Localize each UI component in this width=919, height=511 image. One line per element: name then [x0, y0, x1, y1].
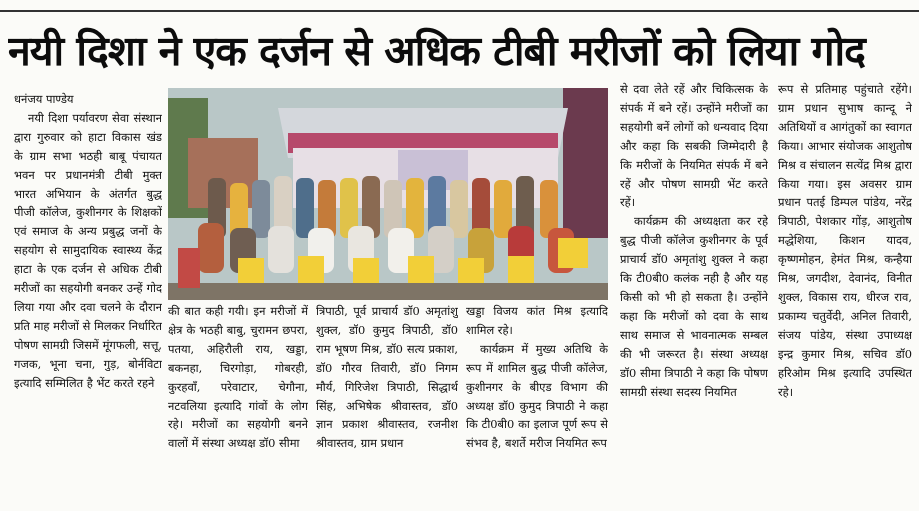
column-3	[316, 302, 458, 506]
column-4	[466, 302, 608, 506]
paragraph-supporters-end: खड्डा विजय कांत मिश्र इत्यादि शामिल रहे।	[466, 304, 608, 337]
top-rule	[0, 10, 919, 12]
paragraph-medication: से दवा लेते रहें और चिकित्सक के संपर्क में बने रहें। उन्होंने मरीजों का सहयोगी बनें लोगों को धन्यवाद दिया और कहा कि सबकी जिम्मेदारी है कि मरीजों के नियमित संपर्क में बने रहें और पोषण सामग्री भेंट करते रहें।	[620, 82, 768, 210]
event-photo	[168, 88, 608, 300]
paragraph-attendees: रूप से प्रतिमाह पहुंचाते रहेंगे। ग्राम प्रधान सुभाष कान्दू ने अतिथियों व आगंतुकों का स्वागत किया। आभार संयोजक आशुतोष मिश्र व संचालन सत्येंद्र मिश्र द्वारा किया गया। इस अवसर ग्राम प्रधान पतई डिम्पल पांडेय, नरेंद्र त्रिपाठी, पेशकार गोंड़, आशुतोष मद्धेशिया, किशन यादव, कृष्णमोहन, हेमंत मिश्र, कन्हैया मिश्र, जगदीश, देवानंद, विनीत शुक्ल, विकास राय, धीरज राव, प्रकाम्य चतुर्वेदी, अनिल तिवारी, संजय पांडेय, संस्था उपाध्यक्ष इन्द्र कुमार मिश्र, सचिव डॉ0 हरिओम मिश्र इत्यादि उपस्थित रहे।	[778, 82, 912, 399]
paragraph-president: कार्यक्रम की अध्यक्षता कर रहे बुद्ध पीजी कॉलेज कुशीनगर के पूर्व प्राचार्य डॉ0 अमृतांशु शुक्ल ने कहा कि टी0बी0 कलंक नही है और यह किसी को भी हो सकता है। उन्होंने कहा कि मरीजों को दवा के साथ साथ समाज से भावनात्मक सम्बल की भी जरूरत है। संस्था अध्यक्ष डॉ0 सीमा त्रिपाठी ने कहा कि पोषण सामग्री संस्था सदस्य नियमित	[620, 214, 768, 399]
paragraph-intro: नयी दिशा पर्यावरण सेवा संस्थान द्वारा गुरुवार को हाटा विकास खंड के ग्राम सभा भठही बाबू पंचायत भवन पर प्रधानमंत्री टीबी मुक्त भारत अभियान के अंतर्गत बुद्ध पीजी कॉलेज, कुशीनगर के शिक्षकों एवं समाज के अन्य प्रबुद्ध जनों के सहयोग से सामुदायिक स्वास्थ्य केंद्र हाटा के एक दर्जन से अधिक टीबी मरीजों का सहयोगी बनकर उन्हें गोद लिया गया और दवा चलने के दौरान प्रति माह मरीजों से मिलकर निर्धारित पोषण सामग्री जिसमें मूंगफली, सत्तू, गजक, भूना चना, गुड़, बोर्नविटा इत्यादि सम्मिलित है भेंट करते रहने	[14, 110, 162, 390]
paragraph-chief-guest: कार्यक्रम में मुख्य अतिथि के रूप में शामिल बुद्ध पीजी कॉलेज, कुशीनगर के बीएड विभाग की अध्यक्ष डॉ0 कुमुद त्रिपाठी ने कहा कि टी0बी0 का इलाज पूर्ण रूप से संभव है, बशर्ते मरीज नियमित रूप	[466, 341, 608, 451]
headline: नयी दिशा ने एक दर्जन से अधिक टीबी मरीजों को लिया गोद	[8, 27, 865, 75]
column-6	[778, 80, 912, 506]
column-5	[620, 80, 768, 506]
byline: धनंजय पाण्डेय	[14, 92, 74, 106]
column-1	[14, 90, 162, 506]
column-2	[168, 302, 308, 506]
event-photo-graphic	[168, 88, 608, 300]
paragraph-supporters: त्रिपाठी, पूर्व प्राचार्य डॉ0 अमृतांशु शुक्ल, डॉ0 कुमुद त्रिपाठी, डॉ0 राम भूषण मिश्र, डॉ0 सत्य प्रकाश, डॉ0 गौरव तिवारी, डॉ0 निगम मौर्य, गिरिजेश त्रिपाठी, सिद्धार्थ सिंह, अभिषेक श्रीवास्तव, डॉ0 ज्ञान प्रकाश श्रीवास्तव, रजनीश श्रीवास्तव, ग्राम प्रधान	[316, 304, 458, 451]
paragraph-villages: की बात कही गयी। इन मरीजों में क्षेत्र के भठही बाबु, चुरामन छपरा, पतया, अहिरौली राय, खड्डा, बकनहा, चिरगोड़ा, गोबरही, कुरहवाँ, परेवाटार, चेगौना, नटवलिया इत्यादि गांवों के लोग रहे। मरीजों का सहयोगी बनने वालों में संस्था अध्यक्ष डॉ0 सीमा	[168, 304, 308, 451]
